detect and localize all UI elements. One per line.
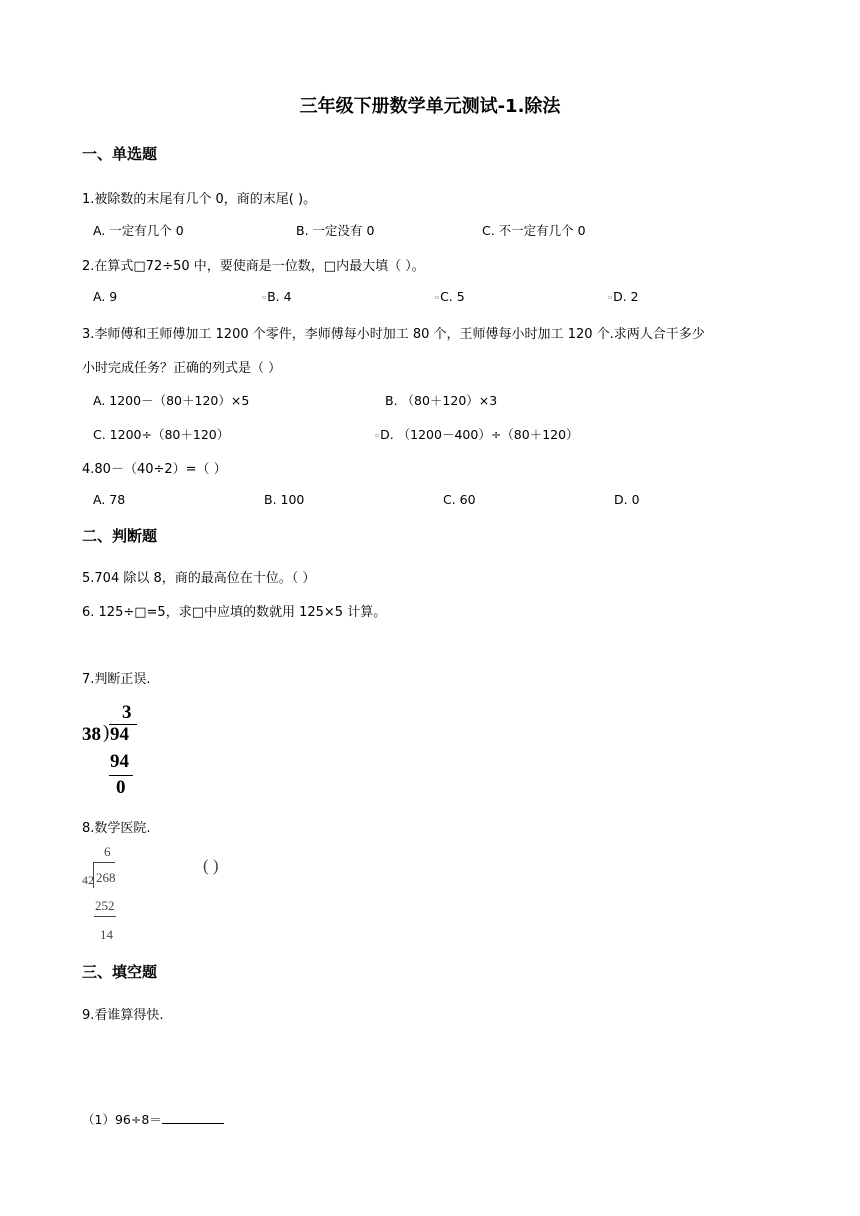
question-2: 2.在算式□72÷50 中，要使商是一位数，□内最大填（ ）。 xyxy=(82,259,425,274)
question-4: 4.80－（40÷2）=（ ） xyxy=(82,462,227,477)
division-remainder: 0 xyxy=(116,777,126,798)
division-remainder: 14 xyxy=(100,927,113,942)
question-1: 1.被除数的末尾有几个 0，商的末尾( )。 xyxy=(82,192,317,207)
q2-option-a: A. 9 xyxy=(93,289,118,304)
division-divisor: 38 xyxy=(82,724,101,745)
anchor-mark-icon: ▫ xyxy=(435,294,440,301)
division-underline xyxy=(94,916,116,917)
answer-parentheses: ( ) xyxy=(203,856,219,875)
division-quotient: 3 xyxy=(122,702,132,723)
page-title: 三年级下册数学单元测试-1.除法 xyxy=(299,96,561,117)
q4-option-b: B. 100 xyxy=(264,492,305,507)
question-3-line-2: 小时完成任务？正确的列式是（ ） xyxy=(82,361,282,376)
q4-option-a: A. 78 xyxy=(93,492,126,507)
question-9: 9.看谁算得快. xyxy=(82,1008,164,1023)
anchor-mark-icon: ▫ xyxy=(262,294,267,301)
q9-item-1 xyxy=(82,1110,224,1128)
division-product: 94 xyxy=(110,751,129,772)
division-quotient: 6 xyxy=(104,844,111,859)
division-divisor: 42 xyxy=(82,873,94,887)
q3-option-a: A. 1200－（80＋120）×5 xyxy=(93,393,250,408)
q2-option-b: ▫B. 4 xyxy=(262,289,292,304)
question-8: 8.数学医院. xyxy=(82,821,151,836)
division-dividend: 268 xyxy=(96,870,116,885)
q3-option-b: B. （80＋120）×3 xyxy=(385,393,498,408)
q1-option-c: C. 不一定有几个 0 xyxy=(482,223,586,238)
q1-option-b: B. 一定没有 0 xyxy=(296,223,375,238)
division-dividend: 94 xyxy=(110,724,129,745)
question-6: 6. 125÷□=5，求□中应填的数就用 125×5 计算。 xyxy=(82,605,387,620)
q4-option-d: D. 0 xyxy=(614,492,640,507)
division-underline xyxy=(109,775,133,776)
q3-option-d: ▫D. （1200－400）÷（80＋120） xyxy=(375,427,579,442)
question-7: 7.判断正误. xyxy=(82,672,151,687)
division-product: 252 xyxy=(95,898,115,913)
anchor-mark-icon: ▫ xyxy=(608,294,613,301)
division-bar xyxy=(93,862,115,863)
q7-long-division xyxy=(82,700,162,802)
q2-option-c: ▫C. 5 xyxy=(435,289,465,304)
section-heading-true-false: 二、判断题 xyxy=(82,527,158,545)
section-heading-fill-in: 三、填空题 xyxy=(82,963,158,981)
answer-blank[interactable] xyxy=(162,1111,224,1124)
anchor-mark-icon: ▫ xyxy=(375,432,380,439)
q2-option-d: ▫D. 2 xyxy=(608,289,639,304)
q9-item-1-text: （1）96÷8＝ xyxy=(82,1112,162,1127)
q8-long-division xyxy=(82,843,142,949)
q1-option-a: A. 一定有几个 0 xyxy=(93,223,184,238)
question-3-line-1: 3.李师傅和王师傅加工 1200 个零件，李师傅每小时加工 80 个，王师傅每小时加工 120 个.求两人合干多少 xyxy=(82,327,705,342)
q3-option-c: C. 1200÷（80＋120） xyxy=(93,427,230,442)
question-5: 5.704 除以 8，商的最高位在十位。（ ） xyxy=(82,571,316,586)
division-bracket: ) xyxy=(103,722,110,743)
section-heading-single-choice: 一、单选题 xyxy=(82,145,158,163)
q4-option-c: C. 60 xyxy=(443,492,476,507)
